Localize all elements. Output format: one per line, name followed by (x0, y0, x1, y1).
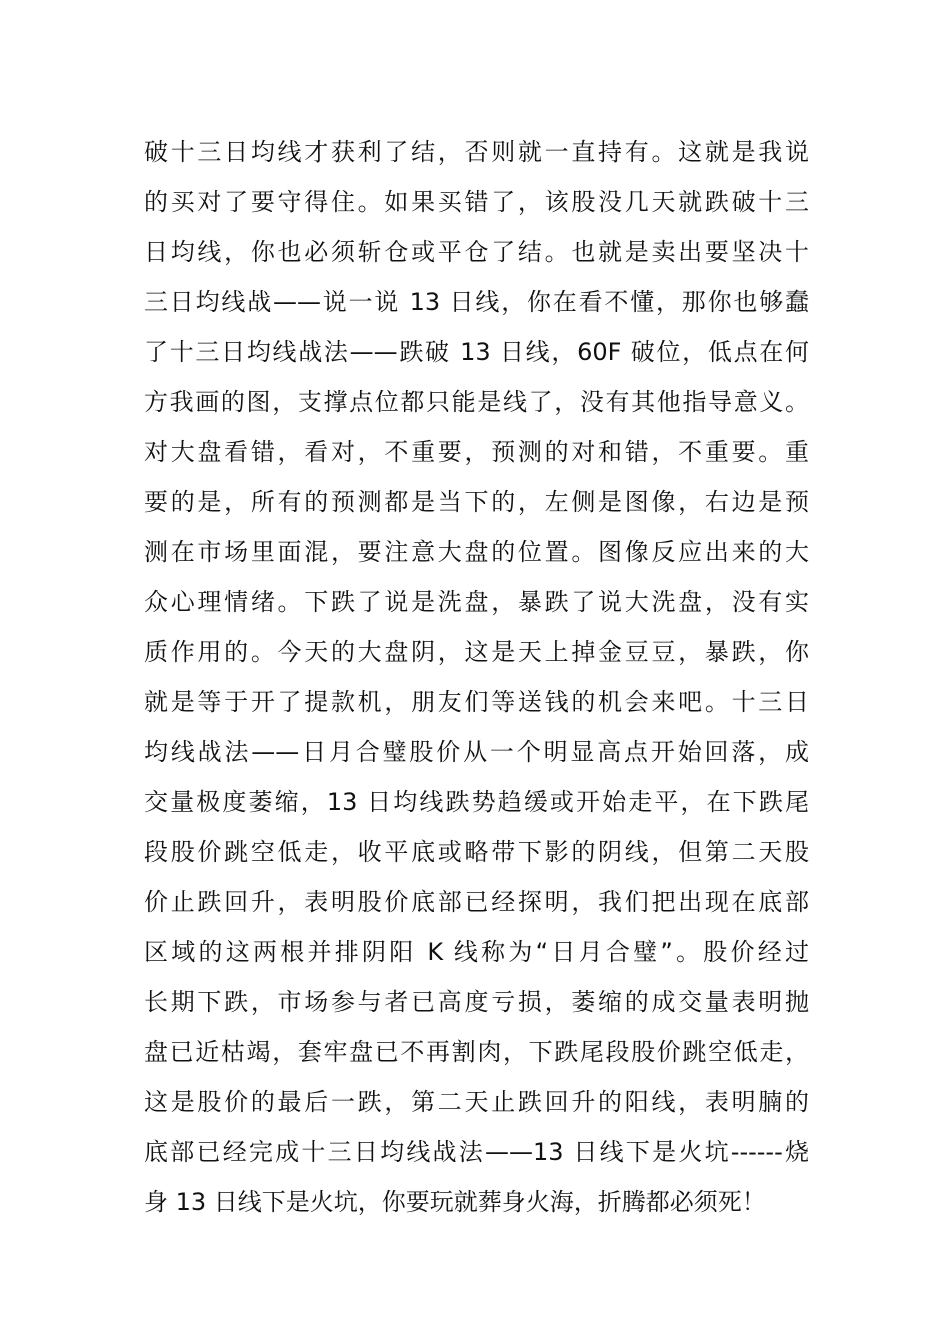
text-line: 日均线，你也必须斩仓或平仓了结。也就是卖出要坚决十 (144, 238, 809, 266)
text-line: 底部已经完成十三日均线战法——13 日线下是火坑------烧 (144, 1138, 809, 1166)
text-line: 交量极度萎缩，13 日均线跌势趋缓或开始走平，在下跌尾 (144, 788, 809, 816)
text-line: 对大盘看错，看对，不重要，预测的对和错，不重要。重 (144, 438, 809, 466)
body-text (144, 127, 809, 1227)
text-line: 质作用的。今天的大盘阴，这是天上掉金豆豆，暴跌，你 (144, 638, 809, 666)
text-line: 区域的这两根并排阴阳 K 线称为“日月合璧”。股价经过 (144, 938, 809, 966)
text-line: 长期下跌，市场参与者已高度亏损，萎缩的成交量表明抛 (144, 988, 809, 1016)
text-line: 的买对了要守得住。如果买错了，该股没几天就跌破十三 (144, 188, 809, 216)
text-line: 测在市场里面混，要注意大盘的位置。图像反应出来的大 (144, 538, 809, 566)
text-line: 盘已近枯竭，套牢盘已不再割肉，下跌尾段股价跳空低走， (144, 1038, 809, 1066)
text-line: 破十三日均线才获利了结，否则就一直持有。这就是我说 (144, 138, 809, 166)
text-line: 段股价跳空低走，收平底或略带下影的阴线，但第二天股 (144, 838, 809, 866)
text-line: 众心理情绪。下跌了说是洗盘，暴跌了说大洗盘，没有实 (144, 588, 809, 616)
text-line: 价止跌回升，表明股价底部已经探明，我们把出现在底部 (144, 888, 809, 916)
text-line: 了十三日均线战法——跌破 13 日线，60F 破位，低点在何 (144, 338, 809, 366)
text-line: 方我画的图，支撑点位都只能是线了，没有其他指导意义。 (144, 388, 809, 416)
text-line: 就是等于开了提款机，朋友们等送钱的机会来吧。十三日 (144, 688, 809, 716)
text-line: 身 13 日线下是火坑，你要玩就葬身火海，折腾都必须死！ (144, 1188, 766, 1216)
text-line: 均线战法——日月合璧股价从一个明显高点开始回落，成 (144, 738, 809, 766)
text-line: 这是股价的最后一跌，第二天止跌回升的阳线，表明腩的 (144, 1088, 809, 1116)
text-line: 三日均线战——说一说 13 日线，你在看不懂，那你也够蠢 (144, 288, 809, 316)
text-line: 要的是，所有的预测都是当下的，左侧是图像，右边是预 (144, 488, 809, 516)
